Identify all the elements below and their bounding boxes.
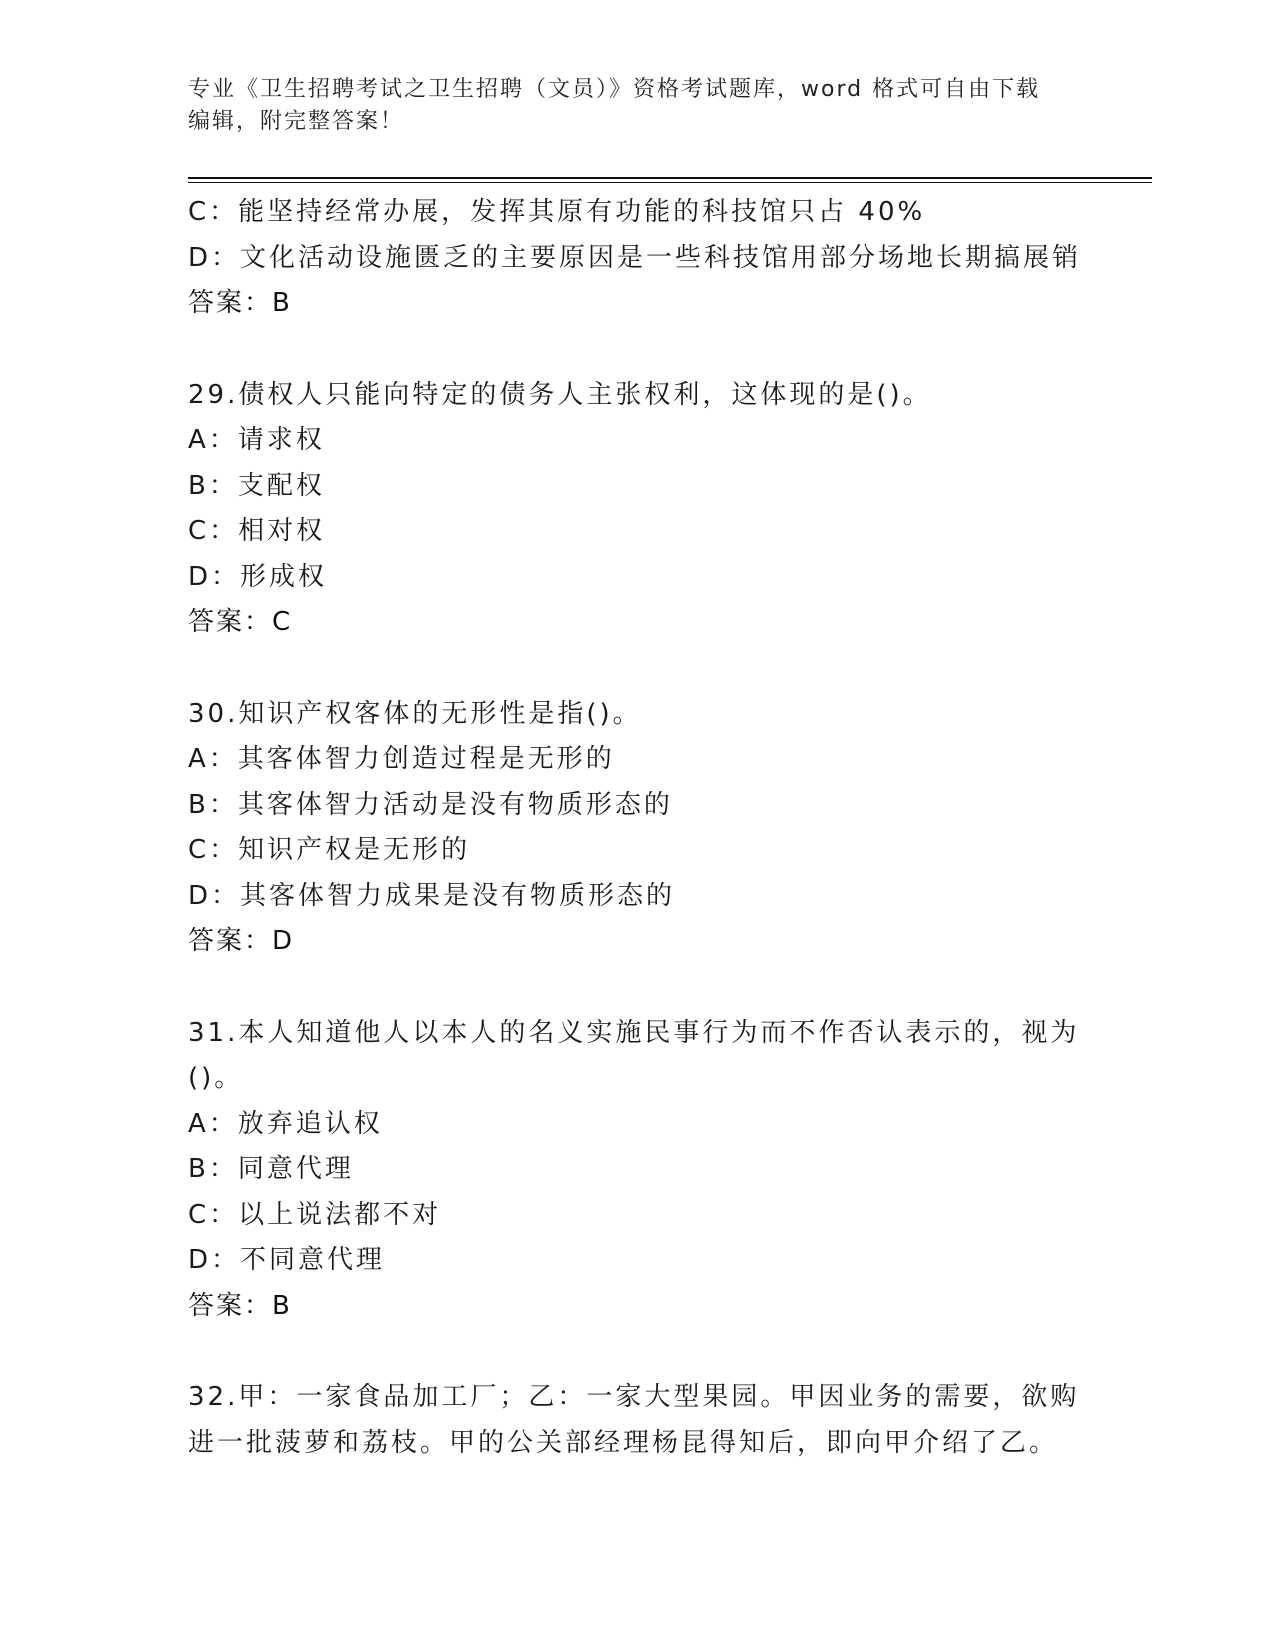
option-a: A：放弃追认权 xyxy=(188,1108,383,1139)
option-c: C：相对权 xyxy=(188,516,326,546)
option-b: B：支配权 xyxy=(188,470,325,501)
option-b: B：同意代理 xyxy=(188,1154,354,1184)
spacer xyxy=(188,646,1088,692)
document-body xyxy=(188,190,1088,1466)
previous-question-tail xyxy=(188,190,1088,327)
question-stem: 30.知识产权客体的无形性是指()。 xyxy=(188,698,642,729)
question-stem-line-2: 进一批菠萝和荔枝。甲的公关部经理杨昆得知后，即向甲介绍了乙。 xyxy=(188,1427,1059,1458)
header-rule-thin xyxy=(188,182,1152,183)
question-30 xyxy=(188,692,1088,965)
question-stem-line-2: ()。 xyxy=(188,1063,244,1093)
option-c: C：以上说法都不对 xyxy=(188,1199,442,1230)
option-d: D：其客体智力成果是没有物质形态的 xyxy=(188,880,676,911)
option-d: D：不同意代理 xyxy=(188,1245,386,1275)
spacer xyxy=(188,327,1088,373)
question-31 xyxy=(188,1011,1088,1330)
spacer xyxy=(188,1329,1088,1375)
option-a: A：其客体智力创造过程是无形的 xyxy=(188,744,615,774)
question-29 xyxy=(188,373,1088,646)
answer-line: 答案：B xyxy=(188,1290,292,1321)
question-32 xyxy=(188,1375,1088,1466)
option-d: D：形成权 xyxy=(188,561,328,592)
option-a: A：请求权 xyxy=(188,425,325,455)
page-header xyxy=(188,74,1088,138)
option-c: C：能坚持经常办展，发挥其原有功能的科技馆只占 40% xyxy=(188,197,926,227)
spacer xyxy=(188,965,1088,1011)
option-d: D：文化活动设施匮乏的主要原因是一些科技馆用部分场地长期搞展销 xyxy=(188,242,1082,273)
question-stem-line-1: 32.甲：一家食品加工厂；乙：一家大型果园。甲因业务的需要，欲购 xyxy=(188,1382,1080,1412)
header-line-2: 编辑，附完整答案！ xyxy=(188,109,405,134)
question-stem-line-1: 31.本人知道他人以本人的名义实施民事行为而不作否认表示的，视为 xyxy=(188,1017,1080,1048)
option-b: B：其客体智力活动是没有物质形态的 xyxy=(188,789,673,820)
option-c: C：知识产权是无形的 xyxy=(188,835,471,865)
header-line-1: 专业《卫生招聘考试之卫生招聘（文员）》资格考试题库，word 格式可自由下载 xyxy=(188,77,1041,102)
answer-line: 答案：B xyxy=(188,288,292,318)
answer-line: 答案：C xyxy=(188,607,293,637)
answer-line: 答案：D xyxy=(188,926,295,956)
header-rule-thick xyxy=(188,177,1152,179)
question-stem: 29.债权人只能向特定的债务人主张权利，这体现的是()。 xyxy=(188,379,932,410)
